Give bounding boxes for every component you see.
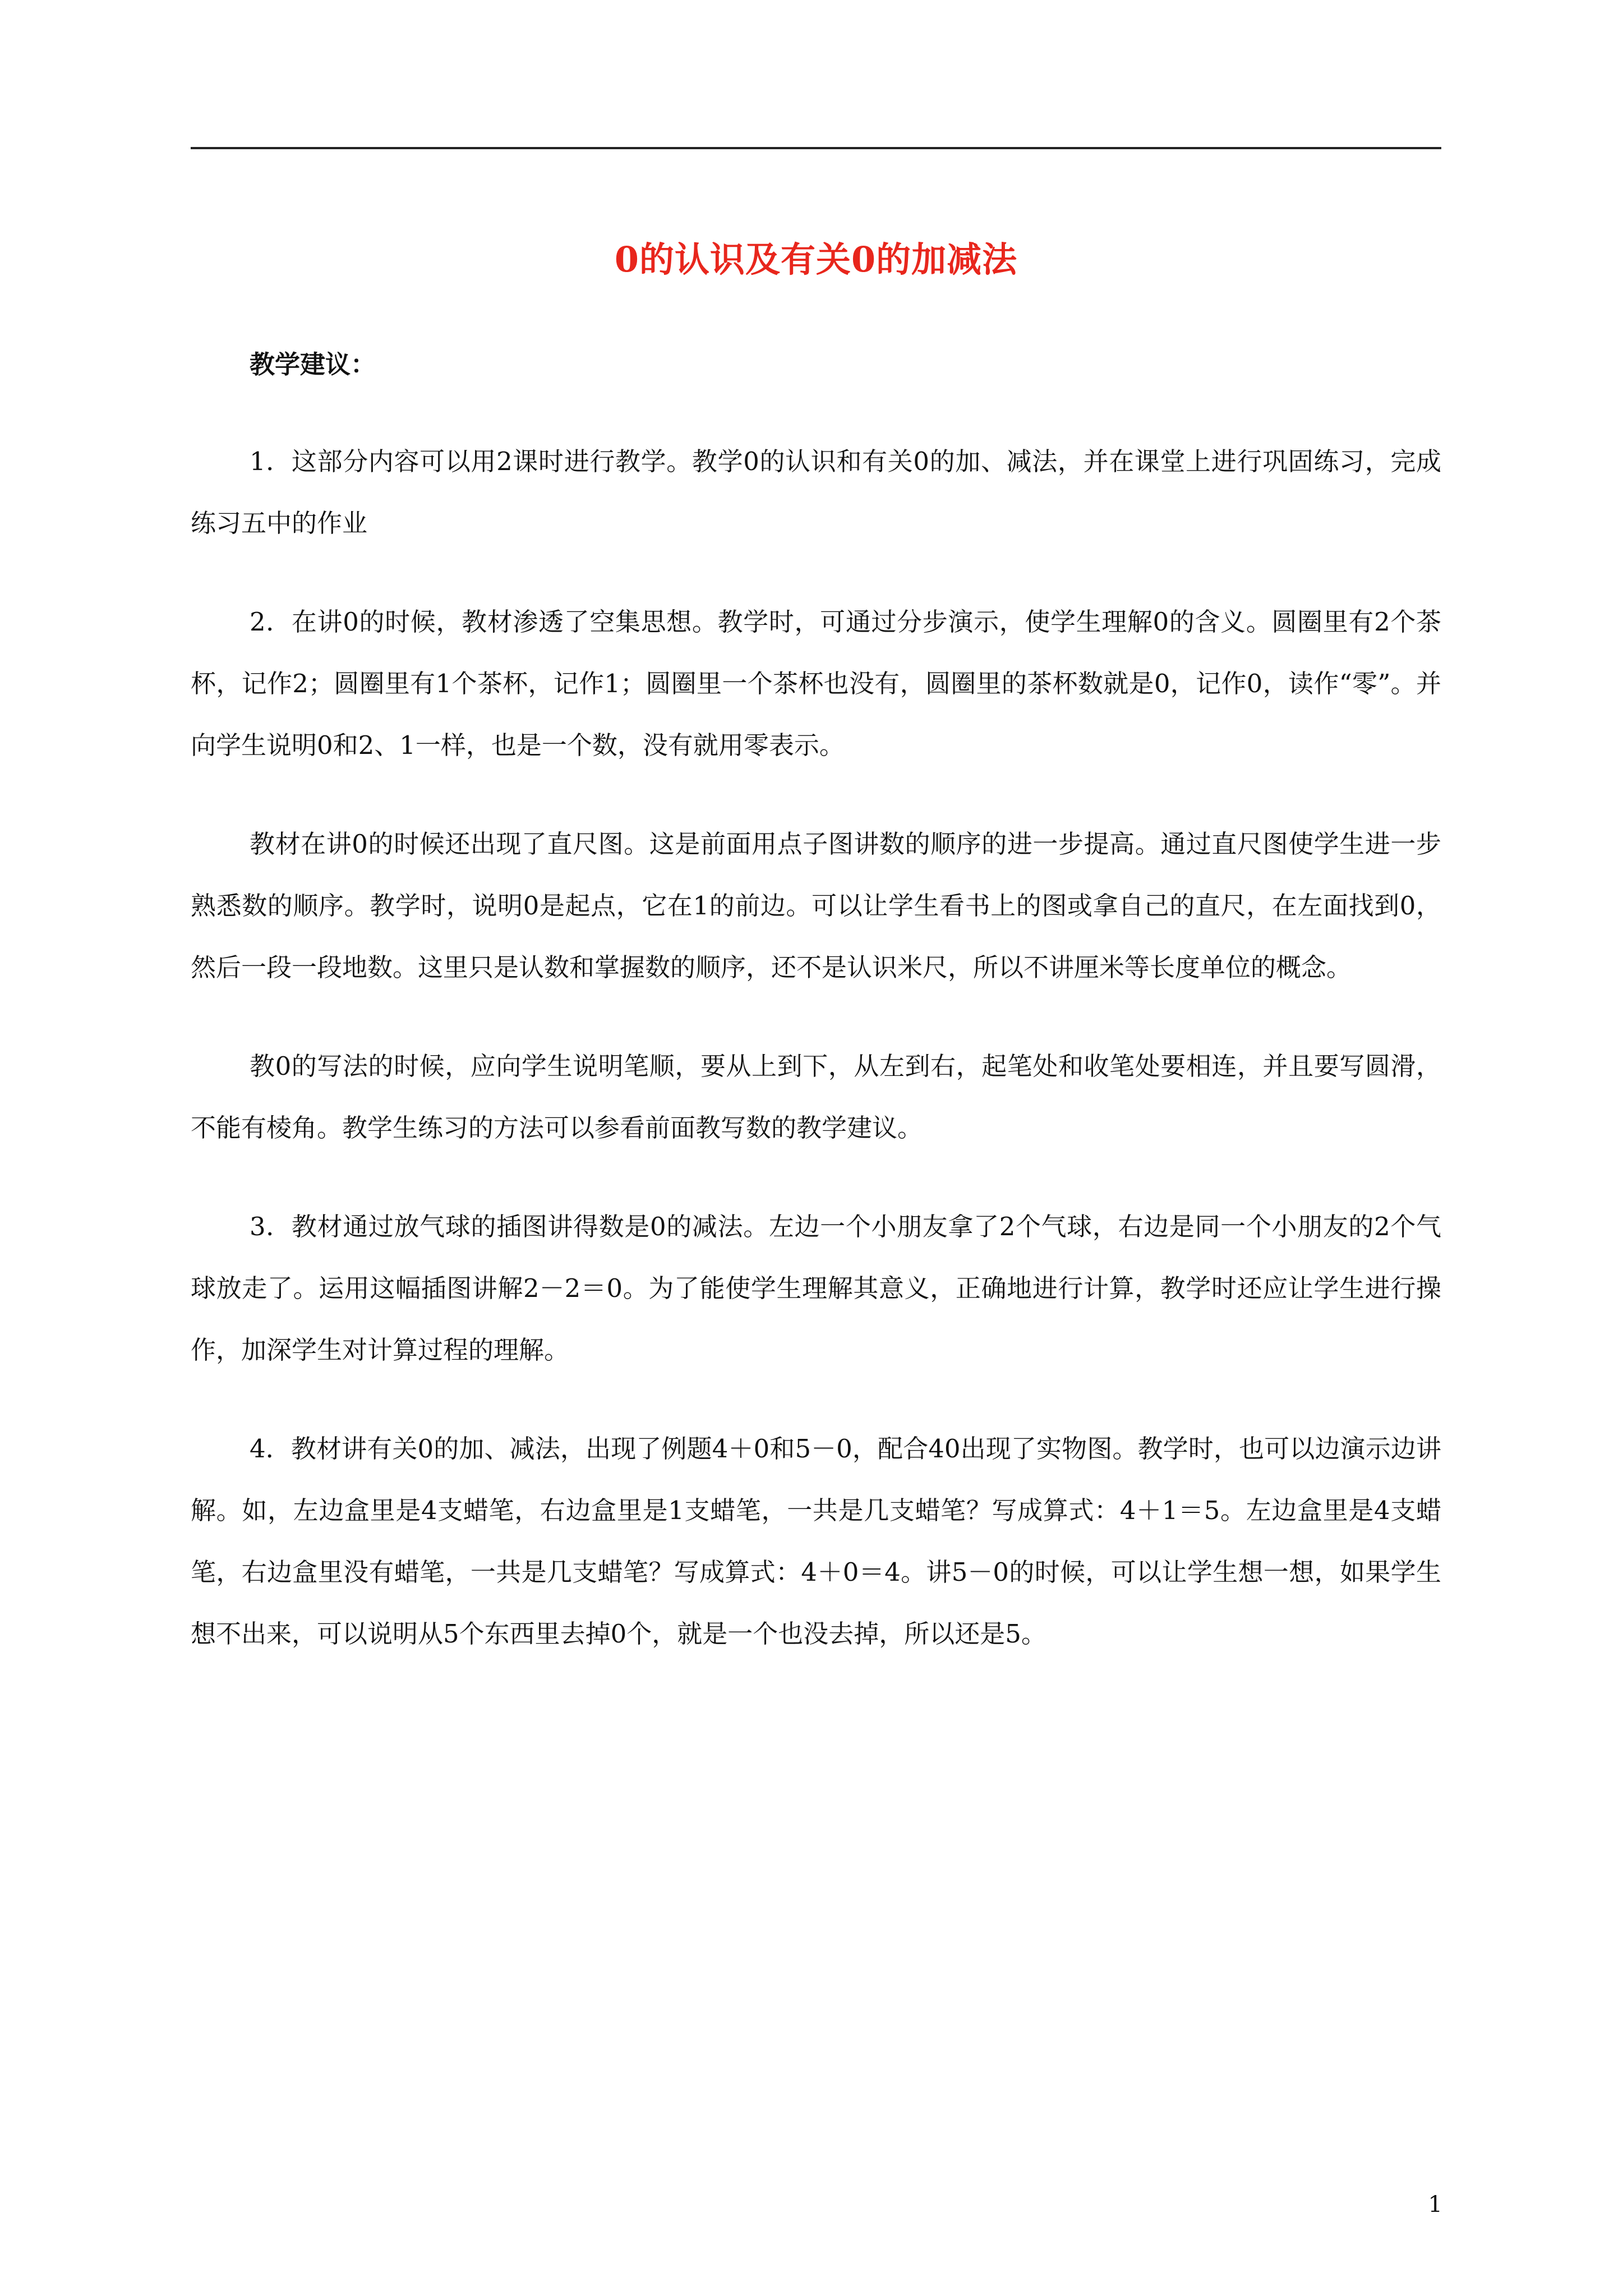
- page-number: 1: [1428, 2192, 1442, 2217]
- paragraph-1: 1．这部分内容可以用2课时进行教学。教学0的认识和有关0的加、减法，并在课堂上进行巩固练习，完成练习五中的作业: [191, 447, 1441, 538]
- header-rule: [191, 147, 1441, 149]
- paragraph-6: 4．教材讲有关0的加、减法，出现了例题4＋0和5－0，配合40出现了实物图。教学时，也可以边演示边讲解。如，左边盒里是4支蜡笔，右边盒里是1支蜡笔，一共是几支蜡笔？写成算式：4＋1＝5。左边盒里是4支蜡笔，右边盒里没有蜡笔，一共是几支蜡笔？写成算式：4＋0＝4。讲5－0的时候，可以让学生想一想，如果学生想不出来，可以说明从5个东西里去掉0个，就是一个也没去掉，所以还是5。: [191, 1434, 1441, 1649]
- document-body: [191, 342, 1441, 1702]
- paragraph-5: 3．教材通过放气球的插图讲得数是0的减法。左边一个小朋友拿了2个气球，右边是同一个小朋友的2个气球放走了。运用这幅插图讲解2－2＝0。为了能使学生理解其意义，正确地进行计算，教学时还应让学生进行操作，加深学生对计算过程的理解。: [191, 1212, 1441, 1365]
- section-heading: 教学建议：: [250, 349, 376, 379]
- paragraph-4: 教0的写法的时候，应向学生说明笔顺，要从上到下，从左到右，起笔处和收笔处要相连，并且要写圆滑，不能有棱角。教学生练习的方法可以参看前面教写数的教学建议。: [191, 1051, 1441, 1143]
- document-title: 0的认识及有关0的加减法: [614, 239, 1018, 280]
- paragraph-2: 2．在讲0的时候，教材渗透了空集思想。教学时，可通过分步演示，使学生理解0的含义。圆圈里有2个茶杯，记作2；圆圈里有1个茶杯，记作1；圆圈里一个茶杯也没有，圆圈里的茶杯数就是0，记作0，读作“零”。并向学生说明0和2、1一样，也是一个数，没有就用零表示。: [191, 607, 1441, 760]
- paragraph-3: 教材在讲0的时候还出现了直尺图。这是前面用点子图讲数的顺序的进一步提高。通过直尺图使学生进一步熟悉数的顺序。教学时，说明0是起点，它在1的前边。可以让学生看书上的图或拿自己的直尺，在左面找到0，然后一段一段地数。这里只是认数和掌握数的顺序，还不是认识米尺，所以不讲厘米等长度单位的概念。: [191, 829, 1441, 982]
